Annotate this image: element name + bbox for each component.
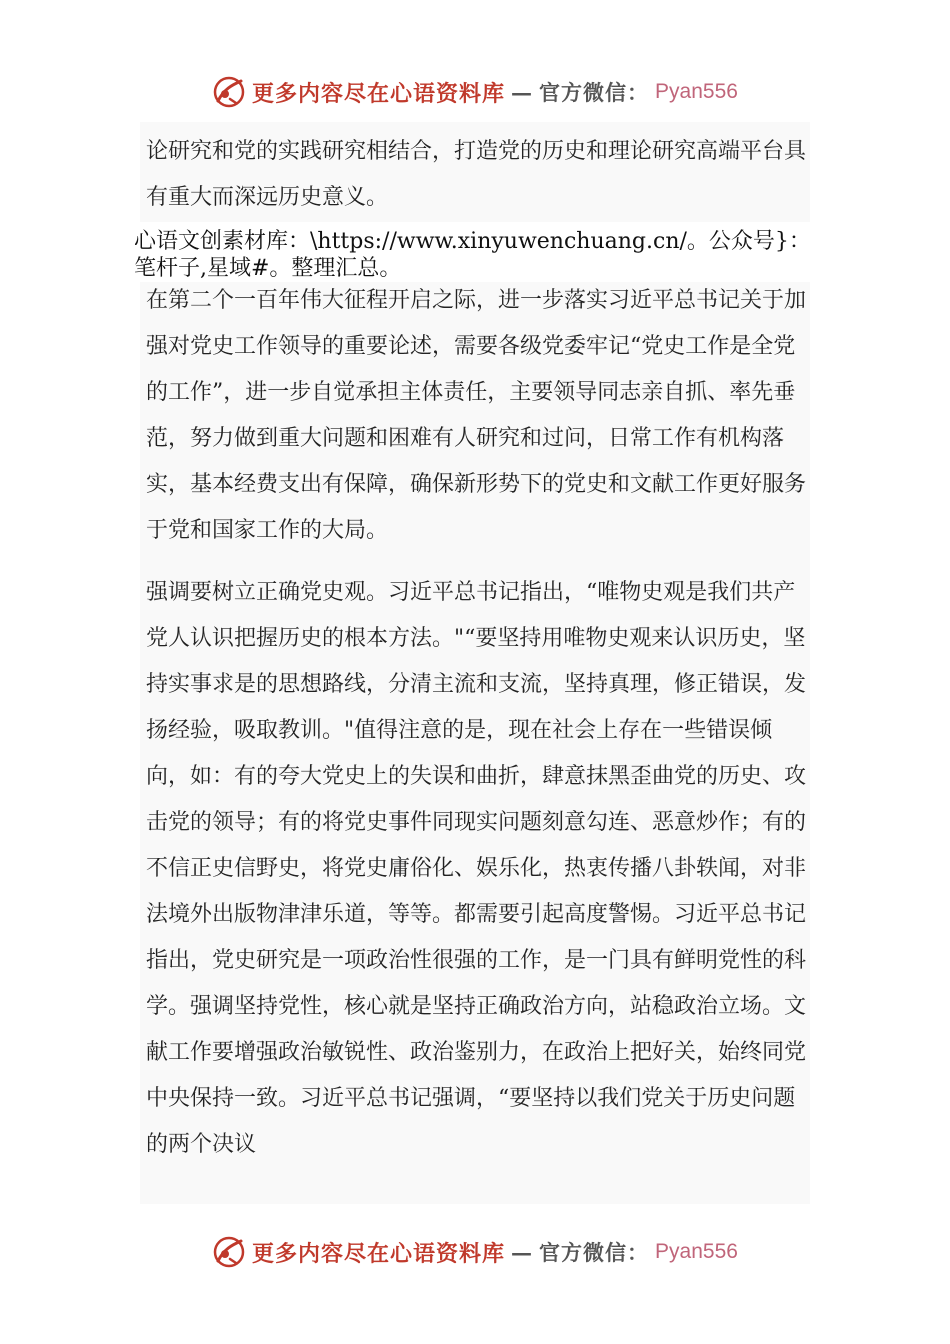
banner-main-text: 更多内容尽在心语资料库 [252, 80, 506, 107]
banner-main-text: 更多内容尽在心语资料库 [252, 1240, 506, 1267]
hand-pen-logo-icon [212, 75, 246, 109]
banner-dash: — [511, 1239, 534, 1265]
source-note: 心语文创素材库：\https://www.xinyuwenchuang.cn/。公众号}：笔杆子,星域#。整理汇总。 [134, 229, 811, 281]
banner-wechat-id: Pyan556 [655, 1240, 738, 1263]
paragraph-second: 强调要树立正确党史观。习近平总书记指出，“唯物史观是我们共产党人认识把握历史的根本方法。"“要坚持用唯物史观来认识历史，坚持实事求是的思想路线，分清主流和支流，坚持真理，修正错误，发扬经验，吸取教训。"值得注意的是，现在社会上存在一些错误倾向，如：有的夸大党史上的失误和曲折，肆意抹黑歪曲党的历史、攻击党的领导；有的将党史事件同现实问题刻意勾连、恶意炒作；有的不信正史信野史，将党史庸俗化、娱乐化，热衷传播八卦轶闻，对非法境外出版物津津乐道，等等。都需要引起高度警惕。习近平总书记指出，党史研究是一项政治性很强的工作，是一门具有鲜明党性的科学。强调坚持党性，核心就是坚持正确政治方向，站稳政治立场。文献工作要增强政治敏锐性、政治鉴别力，在政治上把好关，始终同党中央保持一致。习近平总书记强调，“要坚持以我们党关于历史问题的两个决议 [146, 580, 807, 1157]
paragraph-first: 在第二个一百年伟大征程开启之际，进一步落实习近平总书记关于加强对党史工作领导的重要论述，需要各级党委牢记“党史工作是全党的工作”，进一步自觉承担主体责任，主要领导同志亲自抓、率先垂范，努力做到重大问题和困难有人研究和过问，日常工作有机构落实，基本经费支出有保障，确保新形势下的党史和文献工作更好服务于党和国家工作的大局。 [146, 288, 807, 543]
paragraph-intro: 论研究和党的实践研究相结合，打造党的历史和理论研究高端平台具有重大而深远历史意义。 [146, 139, 807, 210]
footer-banner [0, 1232, 950, 1272]
banner-wechat-id: Pyan556 [655, 80, 738, 103]
banner-wechat-label: 官方微信： [539, 80, 650, 105]
banner-wechat-label: 官方微信： [539, 1240, 650, 1265]
header-banner [0, 72, 950, 112]
banner-dash: — [511, 79, 534, 105]
hand-pen-logo-icon [212, 1235, 246, 1269]
